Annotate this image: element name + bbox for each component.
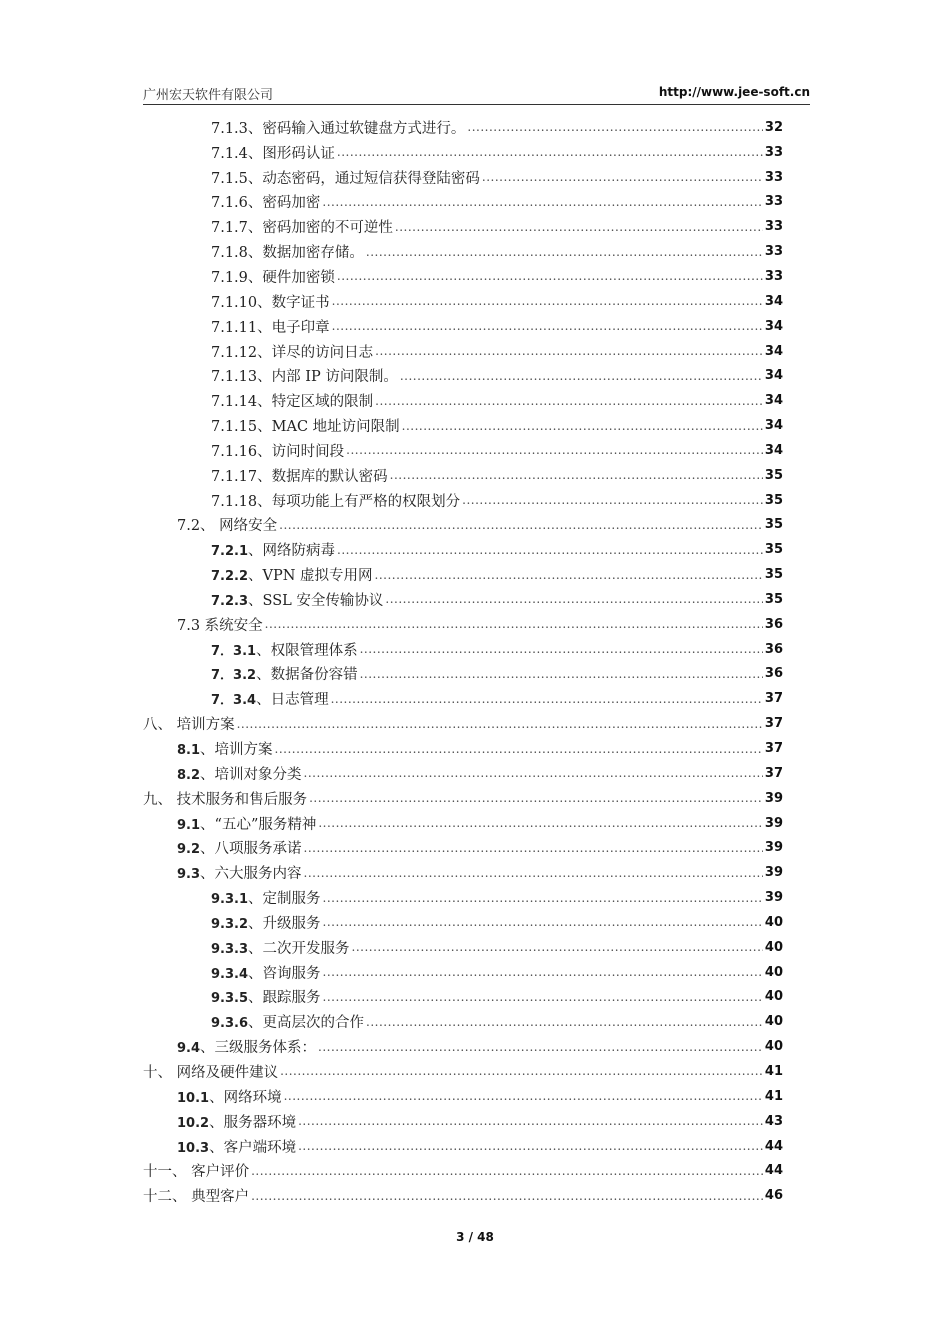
toc-entry-text: 、客户端环境	[209, 1139, 297, 1156]
toc-entry-title	[143, 713, 235, 734]
toc-entry-text: 、升级服务	[248, 915, 321, 932]
toc-entry-title	[211, 415, 400, 436]
toc-entry-text: 7.3 系统安全	[177, 617, 263, 634]
toc-leader-dots	[323, 991, 763, 1003]
toc-leader-dots	[352, 941, 763, 953]
toc-entry-page: 40	[764, 1014, 783, 1030]
toc-leader-dots	[284, 1090, 763, 1102]
toc-entry-number: 10.3	[177, 1140, 210, 1156]
toc-entry[interactable]	[143, 239, 783, 264]
toc-entry[interactable]	[143, 1158, 783, 1183]
toc-entry-title	[211, 117, 465, 138]
toc-leader-dots	[304, 767, 763, 779]
toc-entry-page: 39	[764, 865, 783, 881]
toc-entry-title	[211, 291, 330, 312]
toc-entry[interactable]	[143, 885, 783, 910]
toc-entry[interactable]	[143, 463, 783, 488]
toc-entry-page: 44	[764, 1138, 783, 1154]
toc-entry-number: 7.2.1	[211, 544, 249, 560]
toc-leader-dots	[332, 295, 763, 307]
toc-entry-text: 7.1.18、每项功能上有严格的权限划分	[211, 493, 461, 510]
toc-entry-number: 9.3.6	[211, 1016, 249, 1032]
toc-entry[interactable]	[143, 711, 783, 736]
toc-entry-text: 7.1.17、数据库的默认密码	[211, 468, 388, 485]
toc-entry[interactable]	[143, 1009, 783, 1034]
toc-leader-dots	[323, 966, 763, 978]
toc-entry-title	[211, 986, 321, 1007]
toc-entry-text: 十二、 典型客户	[143, 1189, 250, 1206]
toc-entry-text: 7.1.14、特定区域的限制	[211, 394, 374, 411]
toc-entry-page: 33	[764, 169, 783, 185]
company-name: 广州宏天软件有限公司	[143, 88, 274, 103]
toc-leader-dots	[304, 867, 763, 879]
toc-leader-dots	[304, 842, 763, 854]
toc-entry[interactable]	[143, 214, 783, 239]
toc-entry-title	[211, 142, 335, 163]
toc-entry[interactable]	[143, 587, 783, 612]
toc-leader-dots	[265, 618, 763, 630]
toc-entry[interactable]	[143, 513, 783, 538]
toc-entry-text: 、网络环境	[209, 1089, 282, 1106]
toc-leader-dots	[322, 196, 763, 208]
toc-entry[interactable]	[143, 935, 783, 960]
toc-entry[interactable]	[143, 835, 783, 860]
toc-entry-title	[211, 564, 373, 585]
toc-entry-page: 37	[764, 741, 783, 757]
header-divider	[143, 104, 810, 105]
toc-entry-text: 、VPN 虚拟专用网	[248, 568, 373, 585]
toc-entry-title	[143, 1160, 249, 1181]
toc-leader-dots	[337, 544, 763, 556]
toc-entry-title	[211, 191, 320, 212]
toc-leader-dots	[251, 1165, 763, 1177]
toc-entry-page: 39	[764, 790, 783, 806]
toc-entry-text: 十一、 客户评价	[143, 1164, 250, 1181]
toc-entry[interactable]	[143, 612, 783, 637]
toc-entry[interactable]	[143, 637, 783, 662]
toc-entry-number: 7.2.3	[211, 593, 249, 609]
toc-entry-page: 35	[764, 567, 783, 583]
toc-entry[interactable]	[143, 488, 783, 513]
toc-entry[interactable]	[143, 960, 783, 985]
toc-entry-text: 7.1.6、密码加密	[211, 195, 321, 212]
toc-entry-text: 、更高层次的合作	[248, 1015, 365, 1032]
toc-leader-dots	[337, 146, 763, 158]
toc-entry-page: 35	[764, 492, 783, 508]
toc-entry-text: 7.1.5、动态密码，通过短信获得登陆密码	[211, 170, 480, 187]
toc-entry-text: 7.1.10、数字证书	[211, 294, 330, 311]
toc-entry-text: 、八项服务承诺	[200, 841, 302, 858]
toc-entry[interactable]	[143, 1059, 783, 1084]
toc-entry-title	[211, 440, 344, 461]
toc-entry-page: 34	[764, 343, 783, 359]
toc-entry-number: 7.2.2	[211, 569, 249, 585]
toc-entry-text: 、SSL 安全传输协议	[248, 592, 384, 609]
toc-entry[interactable]	[143, 165, 783, 190]
toc-leader-dots	[251, 1190, 763, 1202]
toc-entry-page: 40	[764, 989, 783, 1005]
toc-entry-page: 33	[764, 194, 783, 210]
toc-leader-dots	[280, 1065, 763, 1077]
toc-entry-page: 35	[764, 517, 783, 533]
toc-leader-dots	[390, 469, 763, 481]
toc-entry-page: 40	[764, 939, 783, 955]
toc-entry-text: 、服务器环境	[209, 1114, 297, 1131]
toc-leader-dots	[332, 320, 763, 332]
toc-entry[interactable]	[143, 413, 783, 438]
toc-entry-title	[177, 614, 263, 635]
toc-leader-dots	[375, 569, 763, 581]
toc-entry-page: 39	[764, 840, 783, 856]
toc-entry-page: 34	[764, 293, 783, 309]
toc-entry[interactable]	[143, 314, 783, 339]
toc-entry[interactable]	[143, 264, 783, 289]
toc-entry-title	[211, 365, 398, 386]
toc-entry-text: 、网络防病毒	[248, 543, 336, 560]
toc-entry-title	[211, 341, 373, 362]
toc-entry-number: 7．3.4	[211, 693, 257, 709]
toc-entry-page: 35	[764, 591, 783, 607]
toc-entry-page: 34	[764, 418, 783, 434]
toc-entry-title	[143, 1061, 278, 1082]
toc-entry-text: 、日志管理	[256, 692, 329, 709]
toc-leader-dots	[385, 593, 763, 605]
toc-entry[interactable]	[143, 1084, 783, 1109]
toc-entry-page: 40	[764, 914, 783, 930]
toc-entry-title	[143, 788, 307, 809]
toc-entry-page: 40	[764, 964, 783, 980]
toc-entry[interactable]	[143, 811, 783, 836]
toc-entry-page: 33	[764, 268, 783, 284]
toc-leader-dots	[318, 817, 763, 829]
toc-leader-dots	[275, 743, 763, 755]
toc-entry-text: 、“五心”服务精神	[200, 816, 317, 833]
toc-entry[interactable]	[143, 140, 783, 165]
toc-entry-title	[211, 167, 480, 188]
toc-entry[interactable]	[143, 910, 783, 935]
toc-entry-title	[177, 738, 273, 759]
toc-entry-page: 33	[764, 144, 783, 160]
toc-entry-number: 7．3.1	[211, 643, 257, 659]
toc-leader-dots	[237, 718, 763, 730]
toc-leader-dots	[462, 494, 763, 506]
toc-entry-title	[211, 962, 321, 983]
toc-entry-page: 34	[764, 318, 783, 334]
toc-entry-number: 9.3.5	[211, 991, 249, 1007]
toc-entry-number: 9.4	[177, 1041, 201, 1057]
toc-entry[interactable]	[143, 562, 783, 587]
toc-entry-title	[211, 539, 335, 560]
toc-leader-dots	[375, 345, 763, 357]
toc-leader-dots	[279, 519, 763, 531]
toc-leader-dots	[366, 1016, 763, 1028]
toc-entry-number: 9.3.1	[211, 892, 249, 908]
toc-leader-dots	[395, 221, 763, 233]
toc-entry-page: 39	[764, 890, 783, 906]
toc-entry-title	[211, 266, 335, 287]
toc-entry-number: 8.2	[177, 767, 201, 783]
toc-entry[interactable]	[143, 786, 783, 811]
toc-entry-text: 、培训方案	[200, 742, 273, 759]
toc-entry-text: 7.1.15、MAC 地址访问限制	[211, 419, 400, 436]
toc-entry-title	[177, 862, 302, 883]
toc-entry[interactable]	[143, 761, 783, 786]
toc-entry-text: 、跟踪服务	[248, 990, 321, 1007]
toc-entry-number: 9.3	[177, 867, 201, 883]
toc-leader-dots	[360, 643, 763, 655]
toc-entry-title	[211, 241, 364, 262]
toc-entry[interactable]	[143, 363, 783, 388]
toc-entry[interactable]	[143, 1134, 783, 1159]
toc-leader-dots	[318, 1041, 763, 1053]
toc-entry-number: 8.1	[177, 743, 201, 759]
table-of-contents	[143, 115, 783, 1208]
toc-entry-title	[177, 1086, 282, 1107]
toc-entry-text: 十、 网络及硬件建议	[143, 1064, 279, 1081]
toc-entry-page: 46	[764, 1188, 783, 1204]
toc-entry-page: 34	[764, 368, 783, 384]
toc-entry-text: 、二次开发服务	[248, 940, 350, 957]
toc-entry-text: 、咨询服务	[248, 965, 321, 982]
toc-entry-text: 7.1.8、数据加密存储。	[211, 245, 364, 262]
toc-entry-title	[211, 663, 358, 684]
toc-entry-page: 43	[764, 1113, 783, 1129]
toc-entry-text: 、培训对象分类	[200, 766, 302, 783]
toc-entry-page: 44	[764, 1163, 783, 1179]
toc-entry-title	[211, 589, 383, 610]
toc-entry-text: 7.1.11、电子印章	[211, 319, 330, 336]
toc-entry-title	[177, 514, 277, 535]
toc-leader-dots	[298, 1115, 763, 1127]
toc-entry-title	[211, 688, 329, 709]
toc-entry-number: 9.3.3	[211, 941, 249, 957]
toc-entry-number: 10.2	[177, 1115, 210, 1131]
page-number: 3 / 48	[456, 1230, 494, 1244]
toc-entry-text: 7.1.7、密码加密的不可逆性	[211, 220, 393, 237]
toc-entry-text: 、权限管理体系	[256, 642, 358, 659]
toc-entry-title	[177, 813, 316, 834]
toc-leader-dots	[323, 916, 763, 928]
toc-entry[interactable]	[143, 190, 783, 215]
toc-entry-page: 34	[764, 442, 783, 458]
toc-leader-dots	[346, 444, 763, 456]
toc-leader-dots	[467, 121, 763, 133]
toc-entry-title	[177, 837, 302, 858]
toc-leader-dots	[400, 370, 763, 382]
toc-entry-title	[211, 316, 330, 337]
toc-entry-page: 37	[764, 691, 783, 707]
toc-leader-dots	[402, 420, 763, 432]
toc-entry-page: 33	[764, 244, 783, 260]
toc-entry-number: 9.3.4	[211, 966, 249, 982]
toc-leader-dots	[360, 668, 763, 680]
toc-entry-page: 35	[764, 467, 783, 483]
toc-entry[interactable]	[143, 662, 783, 687]
toc-leader-dots	[482, 171, 763, 183]
toc-entry-text: 、三级服务体系：	[200, 1040, 317, 1057]
toc-leader-dots	[366, 246, 763, 258]
toc-entry-text: 7.1.9、硬件加密锁	[211, 269, 335, 286]
toc-entry-text: 、数据备份容错	[256, 667, 358, 684]
toc-entry-page: 35	[764, 542, 783, 558]
toc-entry-title	[211, 1011, 364, 1032]
toc-leader-dots	[298, 1140, 763, 1152]
toc-entry-title	[211, 639, 358, 660]
toc-entry-title	[177, 1111, 296, 1132]
toc-entry-number: 9.1	[177, 817, 201, 833]
toc-entry-page: 36	[764, 616, 783, 632]
toc-entry-page: 39	[764, 815, 783, 831]
toc-entry-title	[211, 216, 393, 237]
toc-entry-number: 9.3.2	[211, 916, 249, 932]
toc-entry[interactable]	[143, 388, 783, 413]
toc-entry[interactable]	[143, 985, 783, 1010]
toc-entry-text: 7.1.4、图形码认证	[211, 145, 335, 162]
toc-entry[interactable]	[143, 736, 783, 761]
toc-entry-title	[211, 912, 321, 933]
toc-entry-page: 41	[764, 1088, 783, 1104]
toc-entry-title	[177, 763, 302, 784]
toc-entry[interactable]	[143, 537, 783, 562]
toc-entry-title	[211, 390, 373, 411]
toc-entry-text: 九、 技术服务和售后服务	[143, 791, 308, 808]
toc-leader-dots	[309, 792, 763, 804]
toc-entry-text: 八、 培训方案	[143, 717, 235, 734]
toc-entry[interactable]	[143, 1034, 783, 1059]
toc-leader-dots	[337, 270, 763, 282]
toc-entry-title	[211, 465, 388, 486]
toc-entry-number: 9.2	[177, 842, 201, 858]
toc-entry[interactable]	[143, 115, 783, 140]
toc-entry[interactable]	[143, 1183, 783, 1208]
toc-entry-page: 32	[764, 119, 783, 135]
toc-entry-title	[211, 490, 460, 511]
toc-entry-text: 7.1.16、访问时间段	[211, 443, 345, 460]
toc-leader-dots	[323, 892, 763, 904]
toc-entry-text: 、六大服务内容	[200, 866, 302, 883]
toc-leader-dots	[375, 395, 763, 407]
company-url: http://www.jee-soft.cn	[658, 85, 810, 99]
toc-entry-title	[177, 1136, 296, 1157]
toc-entry-text: 7.1.13、内部 IP 访问限制。	[211, 369, 398, 386]
toc-entry-text: 、定制服务	[248, 891, 321, 908]
toc-entry-page: 34	[764, 393, 783, 409]
toc-entry[interactable]	[143, 686, 783, 711]
toc-entry-page: 36	[764, 666, 783, 682]
toc-entry-page: 33	[764, 219, 783, 235]
toc-leader-dots	[331, 693, 763, 705]
toc-entry-title	[211, 937, 350, 958]
toc-entry-number: 7．3.2	[211, 668, 257, 684]
toc-entry-text: 7.2、 网络安全	[177, 518, 278, 535]
toc-entry-title	[177, 1036, 316, 1057]
toc-entry-page: 41	[764, 1063, 783, 1079]
toc-entry-text: 7.1.12、详尽的访问日志	[211, 344, 374, 361]
page-header	[143, 84, 810, 104]
toc-entry[interactable]	[143, 1109, 783, 1134]
toc-entry[interactable]	[143, 289, 783, 314]
toc-entry-page: 40	[764, 1039, 783, 1055]
toc-entry-page: 37	[764, 765, 783, 781]
toc-entry-number: 10.1	[177, 1090, 210, 1106]
toc-entry-page: 37	[764, 716, 783, 732]
toc-entry[interactable]	[143, 339, 783, 364]
toc-entry-text: 7.1.3、密码输入通过软键盘方式进行。	[211, 120, 466, 137]
toc-entry-title	[211, 887, 321, 908]
toc-entry[interactable]	[143, 860, 783, 885]
toc-entry[interactable]	[143, 438, 783, 463]
toc-entry-title	[143, 1185, 249, 1206]
toc-entry-page: 36	[764, 641, 783, 657]
